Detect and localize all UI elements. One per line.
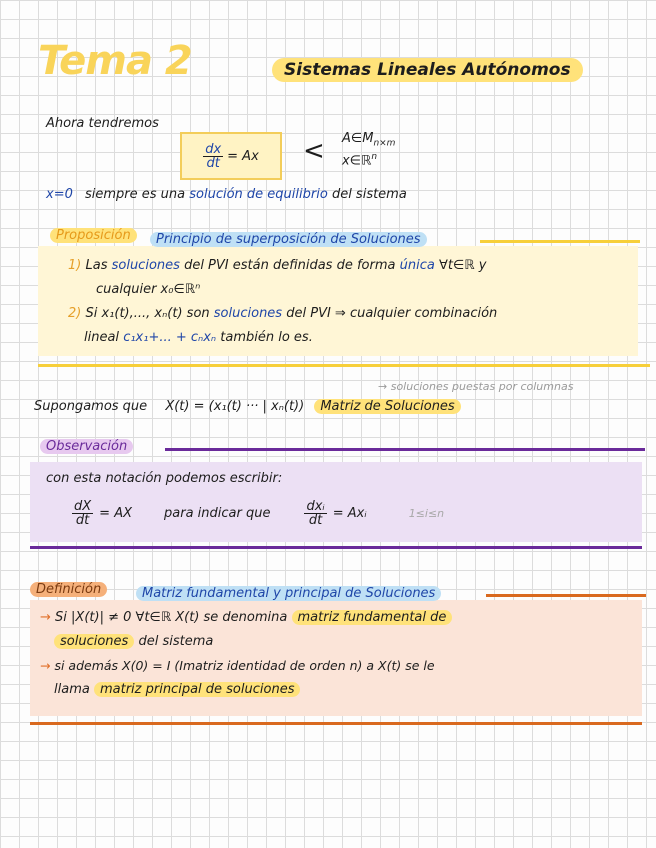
proposicion-item1: 1) Las soluciones del PVI están definidas de forma única ∀t∈ℝ y: [68, 258, 487, 273]
observacion-equation: $\frac{dX}{dt}$ = AX para indicar que $\frac{\text{dxᵢ}}{dt}$ = Axᵢ 1≤i≤n: [74, 499, 445, 528]
definicion-tag: Definición: [30, 582, 107, 597]
matriz-formula: X(t) = (x₁(t) ··· | xₙ(t)): [165, 399, 305, 414]
definicion-rule: [486, 594, 646, 597]
cond-matrix: $A\in M_{n\times m}$: [342, 131, 396, 149]
observacion-tag: Observación: [40, 439, 133, 454]
matriz-line: Supongamos que X(t) = (x₁(t) ··· | xₙ(t)) Matriz de Soluciones: [34, 399, 461, 414]
eq2-fraction: $\frac{\text{dxᵢ}}{dt}$: [306, 499, 325, 528]
cond-vector: x∈ℝ$^n$: [342, 152, 378, 169]
equilibrium-line: x=0 siempre es una solución de equilibrio del sistema: [46, 187, 407, 202]
proposicion-rule: [480, 240, 640, 243]
matriz-label: Matriz de Soluciones: [314, 399, 460, 414]
definicion-bottom-rule: [30, 722, 642, 725]
definicion-line3: → si además X(0) = I (Imatriz identidad de orden n) a X(t) se le: [40, 658, 435, 673]
definicion-title: Matriz fundamental y principal de Soluciones: [136, 586, 441, 601]
observacion-rule: [165, 448, 645, 451]
arrow-icon: →: [40, 658, 51, 673]
angle-bracket-icon: <: [303, 136, 325, 166]
definicion-line1: → Si |X(t)| ≠ 0 ∀t∈ℝ X(t) se denomina matriz fundamental de: [40, 610, 452, 625]
proposicion-item2: 2) Si x₁(t),..., xₙ(t) son soluciones del PVI ⇒ cualquier combinación: [68, 306, 498, 321]
arrow-icon: →: [40, 610, 51, 625]
proposicion-title: Principio de superposición de Soluciones: [150, 232, 427, 247]
eq-rhs: = Ax: [227, 148, 259, 164]
proposicion-item1-line2: cualquier x₀∈ℝⁿ: [96, 282, 201, 297]
columns-note: → soluciones puestas por columnas: [378, 380, 574, 393]
tema-title: Tema 2: [38, 38, 192, 84]
proposicion-bottom-rule: [38, 364, 650, 367]
definicion-line2: soluciones del sistema: [54, 634, 213, 649]
definicion-line4: llama matriz principal de soluciones: [54, 682, 300, 697]
observacion-bottom-rule: [30, 546, 642, 549]
eq1-fraction: $\frac{dX}{dt}$: [74, 499, 92, 528]
observacion-line1: con esta notación podemos escribir:: [46, 471, 283, 486]
proposicion-item2-line2: lineal c₁x₁+... + cₙxₙ también lo es.: [84, 330, 313, 345]
subtitle: Sistemas Lineales Autónomos: [272, 58, 583, 82]
eq-fraction: $\frac{dx}{dt}$: [205, 141, 222, 171]
intro-text: Ahora tendremos: [46, 116, 159, 131]
main-equation-box: [180, 132, 282, 180]
proposicion-tag: Proposición: [50, 228, 137, 243]
